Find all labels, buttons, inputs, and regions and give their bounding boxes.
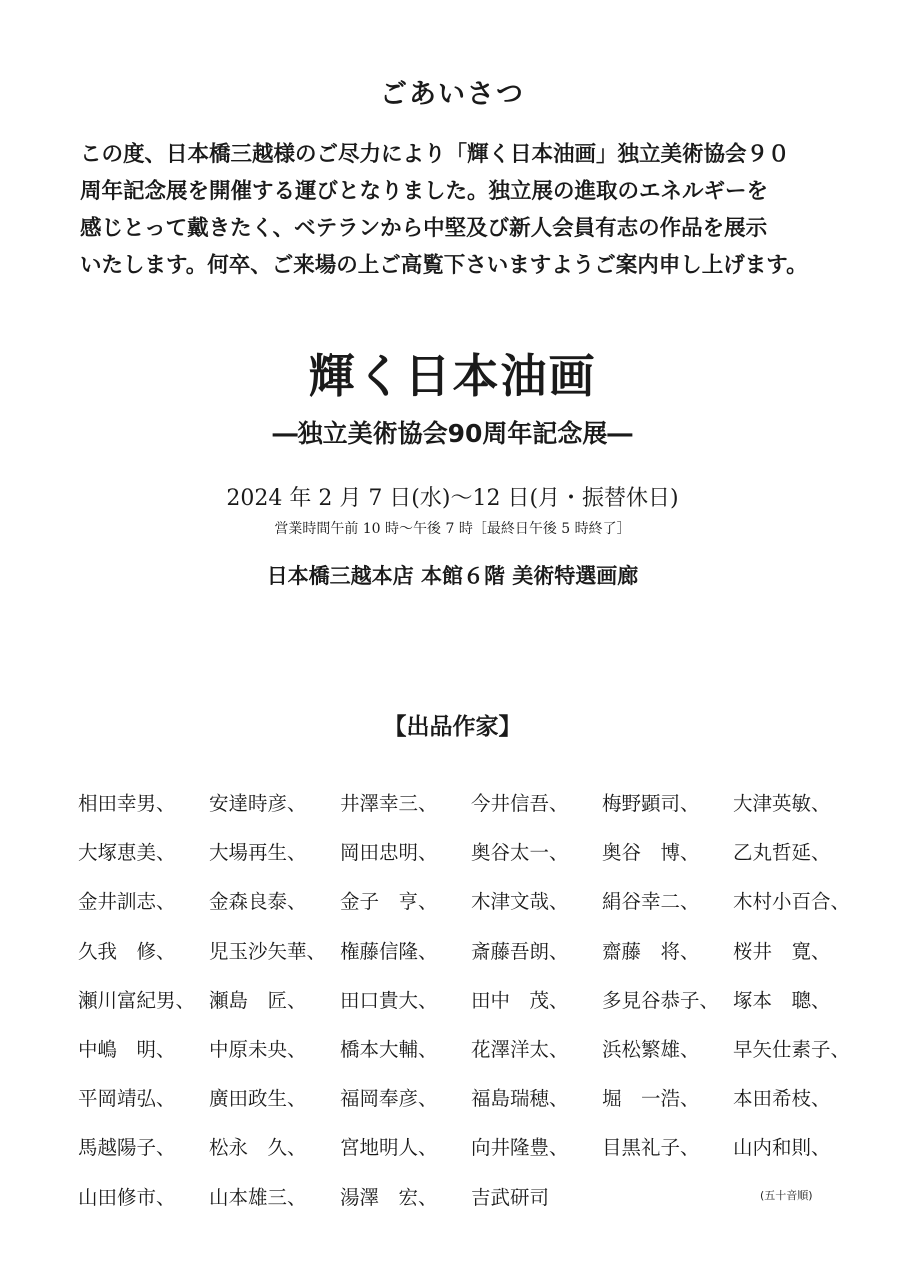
artist-name: 岡田忠明、 (340, 841, 438, 865)
artist-name: 奥谷太一、 (471, 841, 569, 865)
artist-name: 廣田政生、 (209, 1087, 307, 1111)
artist-list (78, 786, 858, 1229)
artist-name: 山田修市、 (78, 1185, 176, 1209)
greeting-line: この度、日本橋三越様のご尽力により「輝く日本油画」独立美術協会９０ (80, 142, 790, 167)
artists-heading: 【出品作家】 (383, 714, 522, 740)
artist-name: 福島瑞穂、 (471, 1087, 569, 1111)
artist-name: 橋本大輔、 (340, 1037, 438, 1061)
artist-name: 金森良泰、 (209, 890, 307, 914)
exhibition-hours: 営業時間午前 10 時～午後 7 時［最終日午後 5 時終了］ (274, 521, 631, 537)
artist-name: 金井訓志、 (78, 890, 176, 914)
artist-name: 田中 茂、 (471, 988, 569, 1012)
artist-name: 浜松繁雄、 (602, 1037, 700, 1061)
artist-name: 多見谷恭子、 (602, 988, 720, 1012)
artist-name: 木津文哉、 (471, 890, 569, 914)
artist-name: 塚本 聰、 (733, 988, 831, 1012)
artist-name: 早矢仕素子、 (733, 1037, 851, 1061)
exhibition-dates: 2024 年 2 月 7 日(水)～12 日(月・振替休日) (226, 486, 679, 511)
artist-name: 田口貴大、 (340, 988, 438, 1012)
greeting-line: 周年記念展を開催する運びとなりました。独立展の進取のエネルギーを (80, 179, 769, 204)
artist-name: 木村小百合、 (733, 890, 851, 914)
artist-name: 久我 修、 (78, 939, 176, 963)
artist-name: 湯澤 宏、 (340, 1185, 438, 1209)
artist-name: 相田幸男、 (78, 792, 176, 815)
artist-name: 向井隆豊、 (471, 1136, 569, 1160)
greeting-body (80, 136, 832, 284)
exhibition-venue: 日本橋三越本店 本館６階 美術特選画廊 (266, 563, 639, 588)
artist-name: 福岡奉彦、 (340, 1087, 438, 1111)
exhibition-subtitle: ―独立美術協会90周年記念展― (272, 419, 633, 448)
artist-name: 奥谷 博、 (602, 841, 700, 865)
artist-name: 斎藤吾朗、 (471, 939, 569, 963)
artist-name: 宮地明人、 (340, 1136, 438, 1160)
artist-name: 吉武研司 (471, 1185, 550, 1209)
artist-name: 中原未央、 (209, 1037, 307, 1061)
artist-name: 大塚恵美、 (78, 841, 176, 865)
artist-name: 桜井 寛、 (733, 939, 831, 963)
artist-name: 松永 久、 (209, 1136, 307, 1160)
greeting-line: 感じとって戴きたく、ベテランから中堅及び新人会員有志の作品を展示 (80, 216, 768, 241)
greeting-title: ごあいさつ (380, 79, 525, 110)
artist-name: 絹谷幸二、 (602, 890, 700, 914)
artist-name: 今井信吾、 (471, 792, 569, 815)
artist-name: 安達時彦、 (209, 792, 307, 815)
exhibition-title: 輝く日本油画 (308, 349, 597, 403)
artist-name: 中嶋 明、 (78, 1037, 176, 1061)
artist-name: 権藤信隆、 (340, 939, 438, 963)
greeting-line: いたします。何卒、ご来場の上ご高覧下さいますようご案内申し上げます。 (80, 253, 808, 278)
artist-name: 目黒礼子、 (602, 1136, 700, 1160)
artist-name: 山本雄三、 (209, 1185, 307, 1209)
artist-name: 乙丸哲延、 (733, 841, 831, 865)
artist-name: 井澤幸三、 (340, 792, 438, 815)
artist-name: 大場再生、 (209, 841, 307, 865)
artist-name: 花澤洋太、 (471, 1037, 569, 1061)
artist-name: 瀬川富紀男、 (78, 988, 196, 1012)
artist-name: 瀬島 匠、 (209, 988, 307, 1012)
artist-name: 馬越陽子、 (78, 1136, 176, 1160)
artist-name: 梅野顕司、 (602, 792, 700, 815)
artist-name: 堀 一浩、 (602, 1087, 700, 1111)
artist-name: 大津英敏、 (733, 792, 831, 815)
artist-name: 平岡靖弘、 (78, 1087, 176, 1111)
order-note: (五十音順) (760, 1189, 813, 1202)
artist-name: 齋藤 将、 (602, 939, 700, 963)
artist-name: 児玉沙矢華、 (209, 939, 327, 963)
artist-name: 金子 亨、 (340, 890, 438, 914)
artist-name: 山内和則、 (733, 1136, 831, 1160)
artist-name: 本田希枝、 (733, 1087, 831, 1111)
